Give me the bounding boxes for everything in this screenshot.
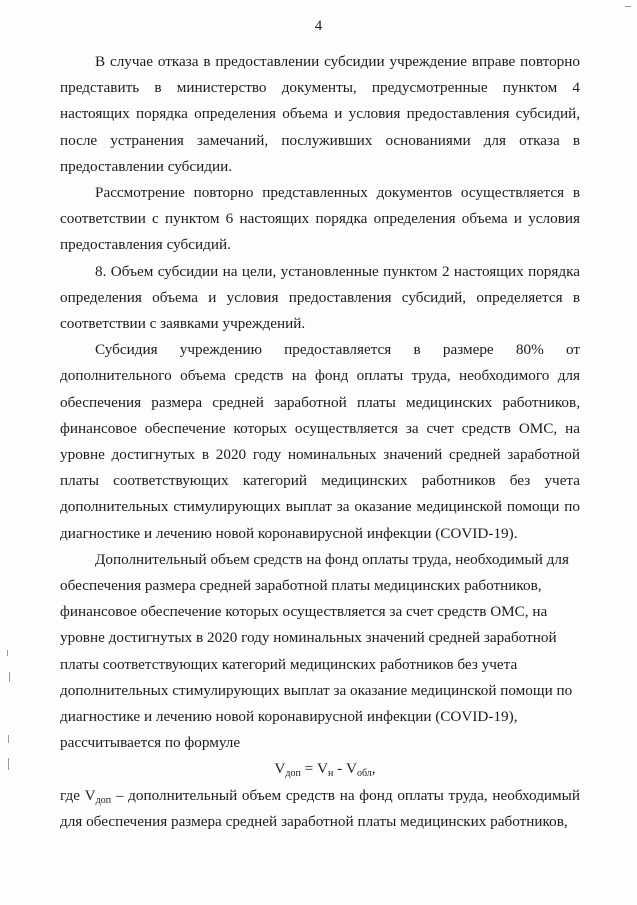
formula-tail: , <box>371 760 376 778</box>
scan-artifact <box>625 6 631 7</box>
document-body <box>60 49 580 835</box>
paragraph-subsidy-volume: 8. Объем субсидии на цели, установленные пунктом 2 настоящих порядка определения объема и условия предоставления субсидий, определяется в соответствии с заявками учреждений. <box>60 262 580 333</box>
scan-artifact <box>7 650 8 656</box>
formula <box>60 756 580 782</box>
scan-artifact <box>8 758 9 770</box>
paragraph-definition <box>60 783 580 835</box>
formula-term1-subscript: н <box>327 768 334 780</box>
scan-artifact <box>8 735 9 743</box>
paragraph-subsidy-percent: Субсидия учреждению предоставляется в размере 80% от дополнительного объема средств на фонд оплаты труда, необходимого для обеспечения размера средней заработной платы медицинских работников, финансовое обеспечение которых осуществляется за счет средств ОМС, на уровне достигнутых в 2020 году номинальных значений средней заработной платы соответствующих категорий медицинских работников без учета дополнительных стимулирующих выплат за оказание медицинской помощи по диагностике и лечению новой коронавирусной инфекции (COVID-19). <box>60 341 580 542</box>
definition-prefix: где V <box>60 786 96 804</box>
paragraph-resubmission: В случае отказа в предоставлении субсидии учреждение вправе повторно представить в министерство документы, предусмотренные пунктом 4 настоящих порядка определения объема и условия предоставления субсидий, после устранения замечаний, послуживших основаниями для отказа в предоставлении субсидии. <box>60 53 580 175</box>
page-number: 4 <box>314 18 323 34</box>
formula-term2: V <box>345 760 357 778</box>
formula-equals: = <box>300 760 317 778</box>
formula-lhs: V <box>274 760 286 778</box>
formula-term2-subscript: обл <box>356 768 372 780</box>
formula-minus: - <box>333 760 346 778</box>
paragraph-additional-volume: Дополнительный объем средств на фонд оплаты труда, необходимый для обеспечения размера средней заработной платы медицинских работников, финансовое обеспечение которых осуществляется за счет средств ОМС, на уровне достигнутых в 2020 году номинальных значений средней заработной платы соответствующих категорий медицинских работников без учета дополнительных стимулирующих выплат за оказание медицинской помощи по диагностике и лечению новой коронавирусной инфекции (COVID-19), рассчитывается по формуле <box>60 550 573 752</box>
formula-lhs-subscript: доп <box>285 768 301 780</box>
definition-subscript: доп <box>95 794 112 806</box>
definition-text: – дополнительный объем средств на фонд оплаты труда, необходимый для обеспечения размера средней заработной платы медицинских работников, <box>60 786 580 830</box>
paragraph-review: Рассмотрение повторно представленных документов осуществляется в соответствии с пунктом 6 настоящих порядка определения объема и условия предоставления субсидий. <box>60 184 580 254</box>
scan-artifact <box>9 672 10 682</box>
formula-term1: V <box>317 760 328 778</box>
